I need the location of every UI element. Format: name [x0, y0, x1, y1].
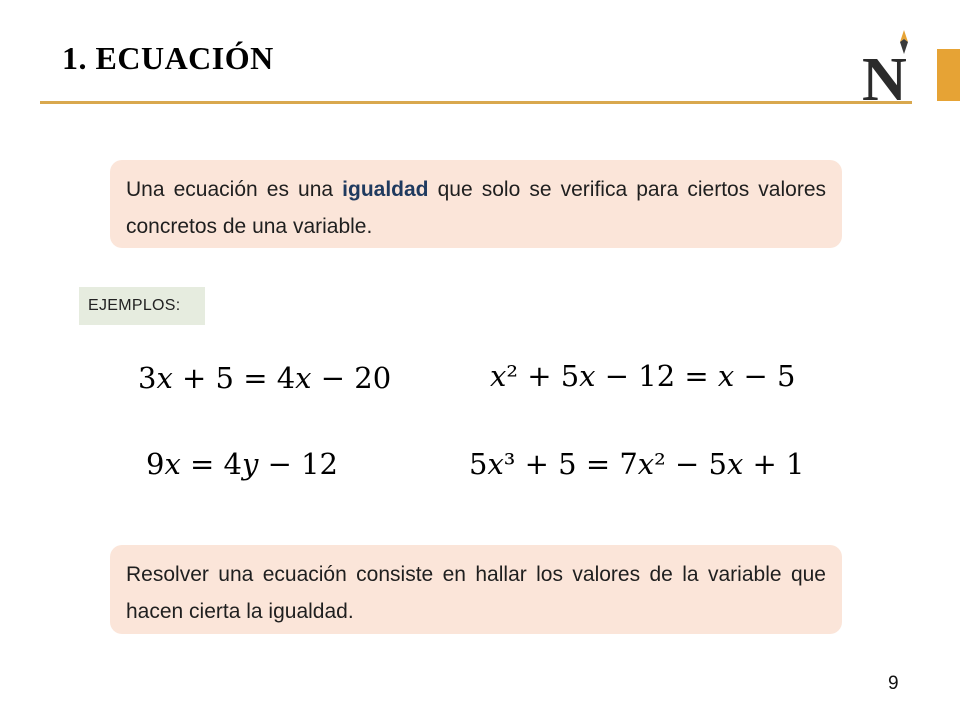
examples-label: EJEMPLOS: — [79, 287, 205, 325]
equation-3: 9𝑥 = 4𝑦 − 12 — [146, 447, 339, 481]
equation-2: 𝑥² + 5𝑥 − 12 = 𝑥 − 5 — [490, 359, 796, 393]
accent-bar — [937, 49, 960, 101]
definition-text-start: Una ecuación es una — [126, 178, 343, 201]
resolution-box — [110, 545, 842, 634]
university-logo — [858, 28, 920, 106]
equation-4: 5𝑥³ + 5 = 7𝑥² − 5𝑥 + 1 — [469, 447, 805, 481]
definition-text-end: que solo se verifica para ciertos valores concretos de una variable. — [126, 178, 826, 238]
definition-box — [110, 160, 842, 248]
slide-title: 1. ECUACIÓN — [62, 40, 274, 76]
logo-letter: N — [862, 46, 907, 106]
definition-keyword: igualdad — [342, 178, 429, 201]
title-underline — [40, 101, 912, 104]
resolution-text: Resolver una ecuación consiste en hallar los valores de la variable que hacen cierta la igualdad. — [126, 563, 826, 623]
equation-1: 3𝑥 + 5 = 4𝑥 − 20 — [138, 361, 392, 395]
page-number: 9 — [888, 673, 899, 694]
